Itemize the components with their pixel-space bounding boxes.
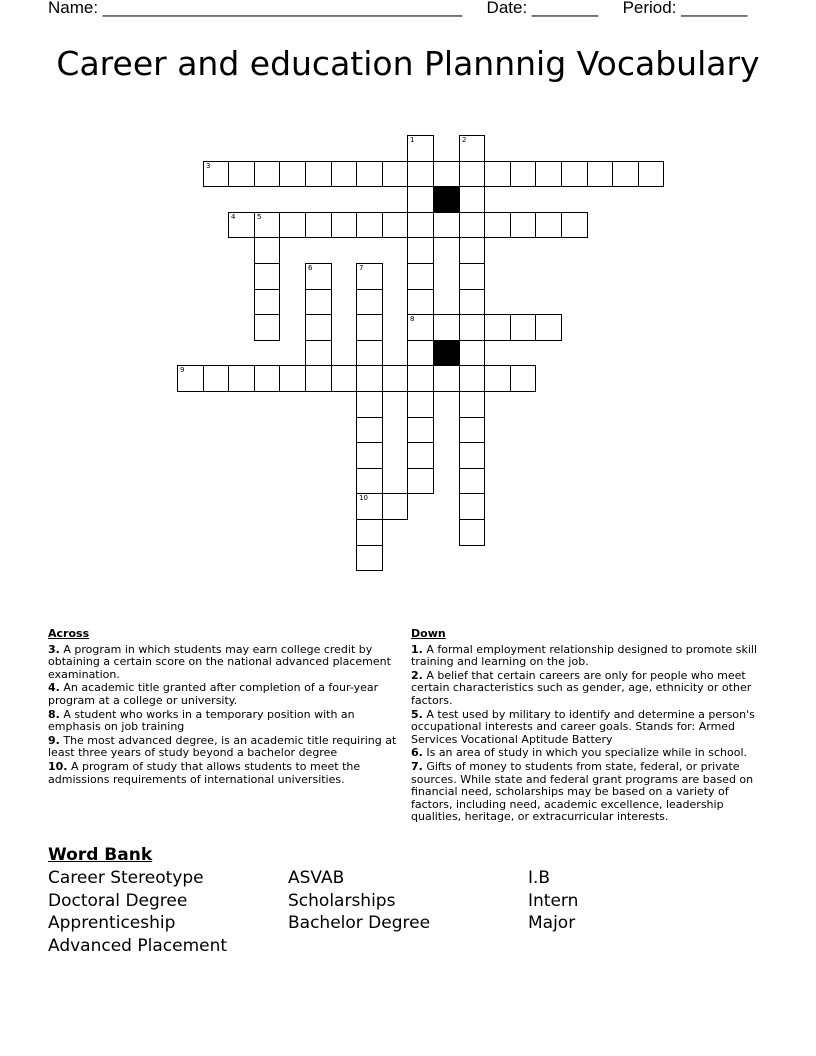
crossword-cell[interactable] — [459, 314, 485, 341]
crossword-cell[interactable] — [356, 545, 383, 571]
date-field[interactable]: Date: _______ — [486, 0, 599, 17]
crossword-cell[interactable] — [305, 289, 332, 315]
crossword-cell[interactable] — [459, 161, 485, 187]
clue-number: 4. — [48, 681, 60, 695]
clue-text: A student who works in a temporary position with an emphasis on job training — [48, 707, 355, 734]
crossword-cell[interactable] — [305, 263, 332, 290]
down-clue — [411, 747, 767, 760]
crossword-cell[interactable] — [459, 340, 485, 366]
crossword-cell[interactable] — [203, 365, 229, 392]
down-clue — [411, 670, 767, 708]
clue-number-label: 9 — [180, 366, 185, 374]
crossword-cell[interactable] — [382, 365, 408, 392]
across-clues — [48, 628, 404, 787]
crossword-cell[interactable] — [356, 442, 383, 469]
crossword-cell[interactable] — [407, 391, 434, 418]
crossword-cell[interactable] — [382, 212, 408, 238]
crossword-cell[interactable] — [561, 161, 588, 187]
down-clue — [411, 709, 767, 747]
crossword-cell[interactable] — [228, 212, 255, 238]
word-bank-word: ASVAB — [288, 868, 345, 888]
crossword-cell[interactable] — [407, 417, 434, 443]
crossword-cell[interactable] — [459, 519, 485, 546]
crossword-cell[interactable] — [484, 314, 511, 341]
clue-number: 10. — [48, 759, 68, 773]
crossword-cell[interactable] — [279, 212, 306, 238]
crossword-cell[interactable] — [407, 289, 434, 315]
across-clue — [48, 761, 404, 786]
crossword-cell[interactable] — [433, 365, 460, 392]
clue-text: Is an area of study in which you specialize while in school. — [426, 746, 748, 760]
clue-text: A belief that certain careers are only for people who meet certain characteristics such as gender, age, ethnicity or other factors. — [411, 668, 752, 707]
crossword-cell[interactable] — [407, 186, 434, 213]
crossword-cell[interactable] — [535, 161, 562, 187]
crossword-cell[interactable] — [407, 340, 434, 366]
clue-number: 8. — [48, 707, 60, 721]
crossword-block — [433, 340, 460, 366]
crossword-cell[interactable] — [228, 365, 255, 392]
period-field[interactable]: Period: _______ — [622, 0, 748, 17]
clue-number-label: 1 — [410, 136, 415, 144]
clue-number-label: 5 — [257, 213, 262, 221]
crossword-cell[interactable] — [382, 493, 408, 520]
crossword-cell[interactable] — [382, 161, 408, 187]
crossword-cell[interactable] — [459, 365, 485, 392]
crossword-cell[interactable] — [535, 212, 562, 238]
crossword-cell[interactable] — [356, 161, 383, 187]
crossword-cell[interactable] — [561, 212, 588, 238]
clue-number-label: 8 — [410, 315, 415, 323]
crossword-cell[interactable] — [433, 212, 460, 238]
crossword-cell[interactable] — [305, 340, 332, 366]
crossword-cell[interactable] — [484, 161, 511, 187]
clue-number: 1. — [411, 642, 423, 656]
word-bank-title: Word Bank — [48, 845, 153, 865]
crossword-cell[interactable] — [459, 212, 485, 238]
crossword-cell[interactable] — [356, 340, 383, 366]
crossword-cell[interactable] — [459, 186, 485, 213]
across-clue — [48, 644, 404, 682]
clue-number-label: 6 — [308, 264, 313, 272]
word-bank-word: Intern — [528, 890, 579, 911]
clue-number-label: 10 — [359, 494, 368, 502]
across-clue — [48, 709, 404, 734]
crossword-cell[interactable] — [638, 161, 664, 187]
crossword-cell[interactable] — [356, 263, 383, 290]
crossword-cell[interactable] — [587, 161, 613, 187]
crossword-cell[interactable] — [407, 263, 434, 290]
crossword-cell[interactable] — [510, 314, 536, 341]
crossword-cell[interactable] — [331, 161, 357, 187]
across-clue — [48, 682, 404, 707]
crossword-cell[interactable] — [459, 237, 485, 264]
crossword-cell[interactable] — [356, 468, 383, 494]
crossword-cell[interactable] — [254, 212, 280, 238]
clue-text: A formal employment relationship designed to promote skill training and learning on the job. — [411, 642, 758, 669]
clue-number-label: 2 — [462, 136, 467, 144]
crossword-cell[interactable] — [407, 468, 434, 494]
page-title: Career and education Plannnig Vocabulary — [56, 44, 760, 83]
crossword-cell[interactable] — [459, 468, 485, 494]
word-bank-word: Scholarships — [288, 890, 396, 911]
word-bank-word: I.B — [528, 868, 551, 888]
name-field[interactable]: Name: ______________________________________ — [48, 0, 463, 17]
crossword-cell[interactable] — [356, 417, 383, 443]
crossword-cell[interactable] — [177, 365, 204, 392]
crossword-cell[interactable] — [433, 314, 460, 341]
crossword-cell[interactable] — [254, 365, 280, 392]
clue-number: 2. — [411, 668, 423, 682]
crossword-cell[interactable] — [356, 289, 383, 315]
clue-number: 6. — [411, 746, 423, 760]
clue-number: 5. — [411, 707, 423, 721]
word-bank — [48, 845, 768, 957]
down-clue — [411, 644, 767, 669]
word-bank-word: Apprenticeship — [48, 913, 176, 933]
across-heading: Across — [48, 627, 90, 640]
word-bank-word: Career Stereotype — [48, 868, 204, 888]
word-bank-word: Advanced Placement — [48, 935, 228, 956]
crossword-cell[interactable] — [459, 417, 485, 443]
crossword-cell[interactable] — [510, 365, 536, 392]
clue-number: 9. — [48, 733, 60, 747]
word-bank-word: Doctoral Degree — [48, 890, 188, 911]
crossword-cell[interactable] — [407, 161, 434, 187]
crossword-cell[interactable] — [203, 161, 229, 187]
crossword-cell[interactable] — [407, 135, 434, 162]
crossword-cell[interactable] — [612, 161, 639, 187]
crossword-cell[interactable] — [356, 365, 383, 392]
down-clues — [411, 628, 767, 825]
crossword-cell[interactable] — [254, 237, 280, 264]
crossword-cell[interactable] — [484, 365, 511, 392]
crossword-cell[interactable] — [459, 263, 485, 290]
crossword-cell[interactable] — [407, 365, 434, 392]
clue-text: A program in which students may earn college credit by obtaining a certain score on the national advanced placement examination. — [48, 642, 391, 681]
crossword-cell[interactable] — [305, 365, 332, 392]
crossword-cell[interactable] — [331, 365, 357, 392]
crossword-block — [433, 186, 460, 213]
crossword-cell[interactable] — [459, 442, 485, 469]
crossword-cell[interactable] — [254, 161, 280, 187]
crossword-cell[interactable] — [279, 161, 306, 187]
crossword-cell[interactable] — [254, 263, 280, 290]
crossword-cell[interactable] — [305, 212, 332, 238]
crossword-cell[interactable] — [459, 391, 485, 418]
clue-number: 7. — [411, 759, 423, 773]
crossword-cell[interactable] — [433, 161, 460, 187]
crossword-cell[interactable] — [305, 314, 332, 341]
crossword-cell[interactable] — [407, 442, 434, 469]
crossword-cell[interactable] — [407, 212, 434, 238]
crossword-cell[interactable] — [254, 314, 280, 341]
clue-number-label: 7 — [359, 264, 364, 272]
crossword-cell[interactable] — [407, 314, 434, 341]
clue-text: A test used by military to identify and determine a person's occupational interests and career goals. Stands for: Armed Services Vocational Aptitude Battery — [411, 707, 755, 746]
clue-number-label: 4 — [231, 213, 236, 221]
crossword-cell[interactable] — [510, 212, 536, 238]
word-bank-word: Major — [528, 913, 576, 933]
crossword-cell[interactable] — [356, 391, 383, 418]
clue-text: An academic title granted after completion of a four-year program at a college or university. — [48, 681, 379, 707]
crossword-cell[interactable] — [484, 212, 511, 238]
clue-number-label: 3 — [206, 162, 211, 170]
down-clue — [411, 761, 767, 824]
clue-text: Gifts of money to students from state, federal, or private sources. While state and federal grant programs are based on financial need, scholarships may be based on a variety of factors, including need, academic excellence, leadership qualities, heritage, or extracurricular interests. — [411, 759, 754, 824]
crossword-cell[interactable] — [228, 161, 255, 187]
crossword-cell[interactable] — [331, 212, 357, 238]
crossword-cell[interactable] — [407, 237, 434, 264]
clue-text: A program of study that allows students to meet the admissions requirements of international universities. — [48, 759, 361, 786]
crossword-cell[interactable] — [356, 212, 383, 238]
crossword-cell[interactable] — [279, 365, 306, 392]
crossword-cell[interactable] — [459, 493, 485, 520]
clue-number: 3. — [48, 642, 60, 656]
across-clue — [48, 735, 404, 760]
crossword-cell[interactable] — [356, 314, 383, 341]
crossword-cell[interactable] — [459, 289, 485, 315]
down-heading: Down — [411, 627, 446, 640]
crossword-cell[interactable] — [254, 289, 280, 315]
crossword-cell[interactable] — [510, 161, 536, 187]
crossword-cell[interactable] — [535, 314, 562, 341]
word-bank-word: Bachelor Degree — [288, 913, 431, 933]
crossword-cell[interactable] — [356, 519, 383, 546]
crossword-cell[interactable] — [459, 135, 485, 162]
crossword-cell[interactable] — [356, 493, 383, 520]
crossword-cell[interactable] — [305, 161, 332, 187]
clue-text: The most advanced degree, is an academic title requiring at least three years of study beyond a bachelor degree — [48, 733, 397, 760]
